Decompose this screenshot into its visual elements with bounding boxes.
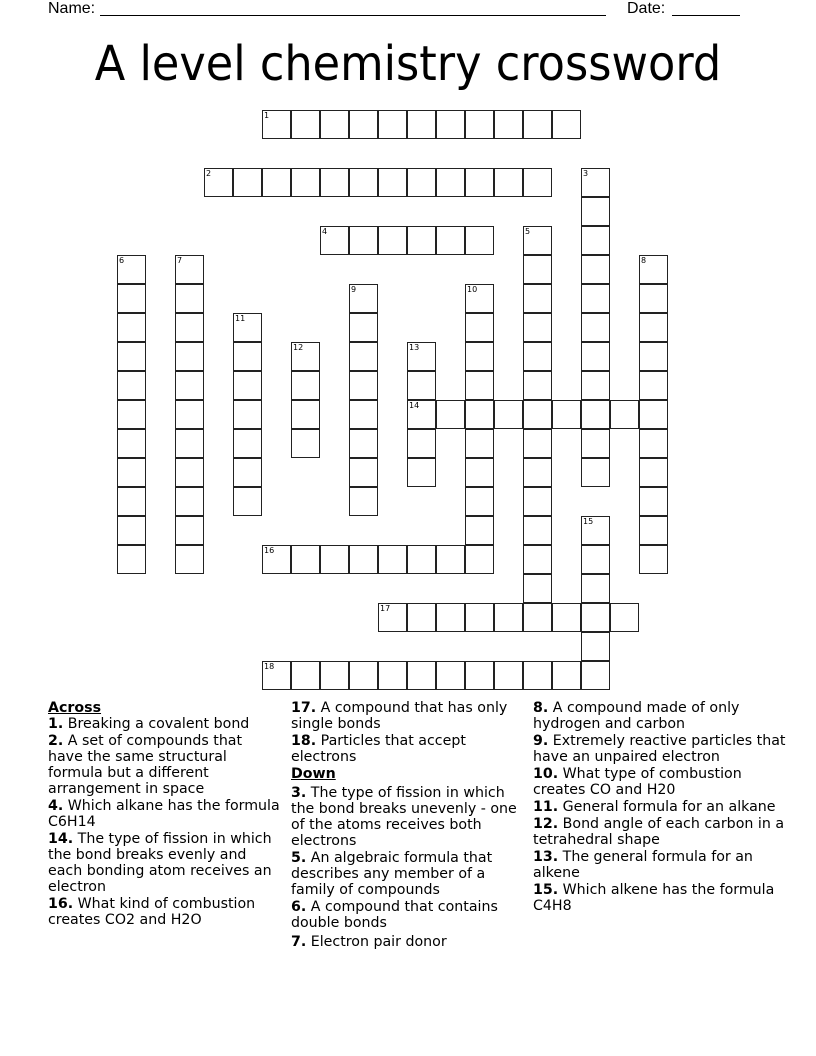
grid-cell[interactable] xyxy=(639,284,668,313)
grid-cell[interactable] xyxy=(204,168,233,197)
cell-number: 3 xyxy=(583,169,589,178)
clue-number: 17. xyxy=(291,700,317,716)
grid-cell[interactable] xyxy=(581,516,610,545)
clue-down-13 xyxy=(533,849,793,881)
grid-cell[interactable] xyxy=(581,400,610,429)
grid-cell[interactable] xyxy=(639,400,668,429)
grid-cell[interactable] xyxy=(581,284,610,313)
grid-cell[interactable] xyxy=(494,400,523,429)
clue-number: 7. xyxy=(291,934,307,950)
grid-cell[interactable] xyxy=(639,342,668,371)
grid-cell[interactable] xyxy=(523,400,552,429)
grid-cell[interactable] xyxy=(465,400,494,429)
grid-cell[interactable] xyxy=(407,603,436,632)
grid-cell[interactable] xyxy=(117,545,146,574)
grid-cell[interactable] xyxy=(552,110,581,139)
grid-cell[interactable] xyxy=(407,545,436,574)
clue-number: 16. xyxy=(48,896,74,912)
grid-cell[interactable] xyxy=(407,661,436,690)
clue-number: 2. xyxy=(48,733,64,749)
grid-cell[interactable] xyxy=(465,110,494,139)
grid-cell[interactable] xyxy=(523,168,552,197)
grid-cell[interactable] xyxy=(523,313,552,342)
grid-cell[interactable] xyxy=(175,487,204,516)
grid-cell[interactable] xyxy=(581,661,610,690)
grid-cell[interactable] xyxy=(523,342,552,371)
grid-cell[interactable] xyxy=(523,429,552,458)
grid-cell[interactable] xyxy=(581,603,610,632)
cell-number: 15 xyxy=(583,517,594,526)
grid-cell[interactable] xyxy=(320,110,349,139)
grid-cell[interactable] xyxy=(291,545,320,574)
grid-cell[interactable] xyxy=(465,284,494,313)
grid-cell[interactable] xyxy=(610,603,639,632)
clue-down-9 xyxy=(533,733,793,765)
grid-cell[interactable] xyxy=(175,458,204,487)
grid-cell[interactable] xyxy=(117,516,146,545)
grid-cell[interactable] xyxy=(494,661,523,690)
grid-cell[interactable] xyxy=(465,545,494,574)
clue-text: A compound that contains double bonds xyxy=(291,899,498,931)
grid-cell[interactable] xyxy=(233,168,262,197)
grid-cell[interactable] xyxy=(233,371,262,400)
clue-text: What kind of combustion creates CO2 and H2O xyxy=(48,896,256,928)
grid-cell[interactable] xyxy=(349,168,378,197)
grid-cell[interactable] xyxy=(436,400,465,429)
grid-cell[interactable] xyxy=(581,632,610,661)
grid-cell[interactable] xyxy=(523,661,552,690)
grid-cell[interactable] xyxy=(407,429,436,458)
clue-text: Bond angle of each carbon in a tetrahedral shape xyxy=(533,816,785,848)
cell-number: 16 xyxy=(264,546,275,555)
cell-number: 11 xyxy=(235,314,246,323)
clue-number: 3. xyxy=(291,785,307,801)
grid-cell[interactable] xyxy=(639,313,668,342)
grid-cell[interactable] xyxy=(349,487,378,516)
grid-cell[interactable] xyxy=(436,661,465,690)
grid-cell[interactable] xyxy=(639,255,668,284)
grid-cell[interactable] xyxy=(175,545,204,574)
clue-across-18 xyxy=(291,733,523,765)
grid-cell[interactable] xyxy=(523,487,552,516)
grid-cell[interactable] xyxy=(639,371,668,400)
grid-cell[interactable] xyxy=(320,661,349,690)
grid-cell[interactable] xyxy=(407,400,436,429)
grid-cell[interactable] xyxy=(320,168,349,197)
grid-cell[interactable] xyxy=(407,342,436,371)
grid-cell[interactable] xyxy=(378,168,407,197)
grid-cell[interactable] xyxy=(378,661,407,690)
clue-text: What type of combustion creates CO and H20 xyxy=(533,766,742,798)
grid-cell[interactable] xyxy=(378,226,407,255)
grid-cell[interactable] xyxy=(581,342,610,371)
grid-cell[interactable] xyxy=(117,313,146,342)
cell-number: 5 xyxy=(525,227,531,236)
grid-cell[interactable] xyxy=(117,255,146,284)
grid-cell[interactable] xyxy=(523,574,552,603)
grid-cell[interactable] xyxy=(465,371,494,400)
clue-number: 12. xyxy=(533,816,559,832)
cell-number: 12 xyxy=(293,343,304,352)
cell-number: 7 xyxy=(177,256,183,265)
grid-cell[interactable] xyxy=(581,313,610,342)
grid-cell[interactable] xyxy=(523,110,552,139)
grid-cell[interactable] xyxy=(233,400,262,429)
grid-cell[interactable] xyxy=(262,661,291,690)
clue-down-11 xyxy=(533,799,793,815)
grid-cell[interactable] xyxy=(465,168,494,197)
grid-cell[interactable] xyxy=(378,110,407,139)
grid-cell[interactable] xyxy=(233,429,262,458)
cell-number: 4 xyxy=(322,227,328,236)
grid-cell[interactable] xyxy=(436,603,465,632)
grid-cell[interactable] xyxy=(552,603,581,632)
clue-text: A compound that has only single bonds xyxy=(291,700,508,732)
grid-cell[interactable] xyxy=(407,110,436,139)
grid-cell[interactable] xyxy=(465,487,494,516)
clue-across-16 xyxy=(48,896,280,928)
grid-cell[interactable] xyxy=(465,226,494,255)
clue-column-1 xyxy=(48,700,280,929)
clue-number: 1. xyxy=(48,716,64,732)
grid-cell[interactable] xyxy=(291,168,320,197)
clue-down-7 xyxy=(291,934,523,950)
grid-cell[interactable] xyxy=(175,516,204,545)
clue-number: 4. xyxy=(48,798,64,814)
grid-cell[interactable] xyxy=(291,110,320,139)
clue-text: Electron pair donor xyxy=(310,934,447,950)
grid-cell[interactable] xyxy=(407,371,436,400)
clue-number: 11. xyxy=(533,799,559,815)
clue-text: The general formula for an alkene xyxy=(533,849,753,881)
grid-cell[interactable] xyxy=(523,545,552,574)
grid-cell[interactable] xyxy=(349,400,378,429)
clue-text: An algebraic formula that describes any member of a family of compounds xyxy=(291,850,493,898)
grid-cell[interactable] xyxy=(175,429,204,458)
grid-cell[interactable] xyxy=(523,516,552,545)
grid-cell[interactable] xyxy=(581,168,610,197)
grid-cell[interactable] xyxy=(436,110,465,139)
grid-cell[interactable] xyxy=(117,342,146,371)
grid-cell[interactable] xyxy=(581,429,610,458)
clue-across-17 xyxy=(291,700,523,732)
clue-across-1 xyxy=(48,716,280,732)
grid-cell[interactable] xyxy=(465,313,494,342)
grid-cell[interactable] xyxy=(291,371,320,400)
grid-cell[interactable] xyxy=(291,342,320,371)
clue-column-2 xyxy=(291,700,523,951)
clue-text: The type of fission in which the bond breaks evenly and each bonding atom receives an electron xyxy=(48,831,272,895)
clue-number: 14. xyxy=(48,831,74,847)
grid-cell[interactable] xyxy=(349,110,378,139)
clue-text: Which alkene has the formula C4H8 xyxy=(533,882,775,914)
grid-cell[interactable] xyxy=(639,545,668,574)
grid-cell[interactable] xyxy=(639,516,668,545)
grid-cell[interactable] xyxy=(523,371,552,400)
grid-cell[interactable] xyxy=(552,400,581,429)
name-label: Name: xyxy=(48,0,96,17)
cell-number: 2 xyxy=(206,169,212,178)
clue-text: Particles that accept electrons xyxy=(291,733,466,765)
grid-cell[interactable] xyxy=(175,371,204,400)
grid-cell[interactable] xyxy=(262,545,291,574)
clue-text: Breaking a covalent bond xyxy=(67,716,250,732)
clue-text: A compound made of only hydrogen and carbon xyxy=(533,700,740,732)
grid-cell[interactable] xyxy=(523,603,552,632)
grid-cell[interactable] xyxy=(639,429,668,458)
grid-cell[interactable] xyxy=(581,371,610,400)
grid-cell[interactable] xyxy=(175,284,204,313)
grid-cell[interactable] xyxy=(291,429,320,458)
clue-down-8 xyxy=(533,700,793,732)
grid-cell[interactable] xyxy=(523,255,552,284)
clue-text: Extremely reactive particles that have an unpaired electron xyxy=(533,733,786,765)
grid-cell[interactable] xyxy=(523,226,552,255)
across-heading: Across xyxy=(48,700,102,716)
cell-number: 17 xyxy=(380,604,391,613)
grid-cell[interactable] xyxy=(117,284,146,313)
grid-cell[interactable] xyxy=(436,226,465,255)
grid-cell[interactable] xyxy=(378,603,407,632)
grid-cell[interactable] xyxy=(407,168,436,197)
grid-cell[interactable] xyxy=(291,400,320,429)
cell-number: 8 xyxy=(641,256,647,265)
clue-down-3 xyxy=(291,785,523,849)
grid-cell[interactable] xyxy=(349,458,378,487)
grid-cell[interactable] xyxy=(465,516,494,545)
clue-down-6 xyxy=(291,899,523,931)
grid-cell[interactable] xyxy=(291,661,320,690)
grid-cell[interactable] xyxy=(117,487,146,516)
grid-cell[interactable] xyxy=(233,487,262,516)
cell-number: 9 xyxy=(351,285,357,294)
grid-cell[interactable] xyxy=(117,400,146,429)
grid-cell[interactable] xyxy=(465,603,494,632)
grid-cell[interactable] xyxy=(523,284,552,313)
grid-cell[interactable] xyxy=(349,429,378,458)
cell-number: 13 xyxy=(409,343,420,352)
grid-cell[interactable] xyxy=(581,545,610,574)
grid-cell[interactable] xyxy=(175,313,204,342)
grid-cell[interactable] xyxy=(581,255,610,284)
grid-cell[interactable] xyxy=(349,226,378,255)
grid-cell[interactable] xyxy=(378,545,407,574)
cell-number: 6 xyxy=(119,256,125,265)
clue-text: Which alkane has the formula C6H14 xyxy=(48,798,280,830)
clue-text: General formula for an alkane xyxy=(562,799,776,815)
clue-number: 13. xyxy=(533,849,559,865)
grid-cell[interactable] xyxy=(436,168,465,197)
grid-cell[interactable] xyxy=(581,458,610,487)
grid-cell[interactable] xyxy=(349,342,378,371)
grid-cell[interactable] xyxy=(465,429,494,458)
grid-cell[interactable] xyxy=(233,313,262,342)
clue-across-2 xyxy=(48,733,280,797)
grid-cell[interactable] xyxy=(349,371,378,400)
cell-number: 14 xyxy=(409,401,420,410)
cell-number: 1 xyxy=(264,111,270,120)
clue-number: 18. xyxy=(291,733,317,749)
grid-cell[interactable] xyxy=(465,458,494,487)
grid-cell[interactable] xyxy=(494,603,523,632)
grid-cell[interactable] xyxy=(407,226,436,255)
cell-number: 10 xyxy=(467,285,478,294)
grid-cell[interactable] xyxy=(349,661,378,690)
clue-across-4 xyxy=(48,798,280,830)
grid-cell[interactable] xyxy=(581,226,610,255)
grid-cell[interactable] xyxy=(320,545,349,574)
clue-text: The type of fission in which the bond breaks unevenly - one of the atoms receives both electrons xyxy=(291,785,517,849)
clue-number: 6. xyxy=(291,899,307,915)
grid-cell[interactable] xyxy=(436,545,465,574)
clue-down-10 xyxy=(533,766,793,798)
clue-down-12 xyxy=(533,816,793,848)
cell-number: 18 xyxy=(264,662,275,671)
clue-column-3 xyxy=(533,700,793,915)
clue-down-5 xyxy=(291,850,523,898)
grid-cell[interactable] xyxy=(494,110,523,139)
grid-cell[interactable] xyxy=(320,226,349,255)
clue-across-14 xyxy=(48,831,280,895)
grid-cell[interactable] xyxy=(117,458,146,487)
clue-number: 15. xyxy=(533,882,559,898)
grid-cell[interactable] xyxy=(233,342,262,371)
clue-number: 8. xyxy=(533,700,549,716)
grid-cell[interactable] xyxy=(117,429,146,458)
clue-down-15 xyxy=(533,882,793,914)
grid-cell[interactable] xyxy=(552,661,581,690)
grid-cell[interactable] xyxy=(175,255,204,284)
grid-cell[interactable] xyxy=(349,313,378,342)
clue-text: A set of compounds that have the same structural formula but a different arrangement in space xyxy=(48,733,243,797)
clue-number: 5. xyxy=(291,850,307,866)
grid-cell[interactable] xyxy=(494,168,523,197)
grid-cell[interactable] xyxy=(523,458,552,487)
grid-cell[interactable] xyxy=(465,661,494,690)
clue-number: 10. xyxy=(533,766,559,782)
grid-cell[interactable] xyxy=(262,110,291,139)
grid-cell[interactable] xyxy=(262,168,291,197)
grid-cell[interactable] xyxy=(639,458,668,487)
grid-cell[interactable] xyxy=(349,284,378,313)
grid-cell[interactable] xyxy=(407,458,436,487)
grid-cell[interactable] xyxy=(581,197,610,226)
grid-cell[interactable] xyxy=(233,458,262,487)
grid-cell[interactable] xyxy=(610,400,639,429)
grid-cell[interactable] xyxy=(175,400,204,429)
grid-cell[interactable] xyxy=(639,487,668,516)
grid-cell[interactable] xyxy=(349,545,378,574)
grid-cell[interactable] xyxy=(581,574,610,603)
down-heading: Down xyxy=(291,766,336,782)
page-title: A level chemistry crossword xyxy=(94,36,722,92)
grid-cell[interactable] xyxy=(175,342,204,371)
date-label: Date: xyxy=(627,0,666,17)
grid-cell[interactable] xyxy=(117,371,146,400)
clue-number: 9. xyxy=(533,733,549,749)
grid-cell[interactable] xyxy=(465,342,494,371)
